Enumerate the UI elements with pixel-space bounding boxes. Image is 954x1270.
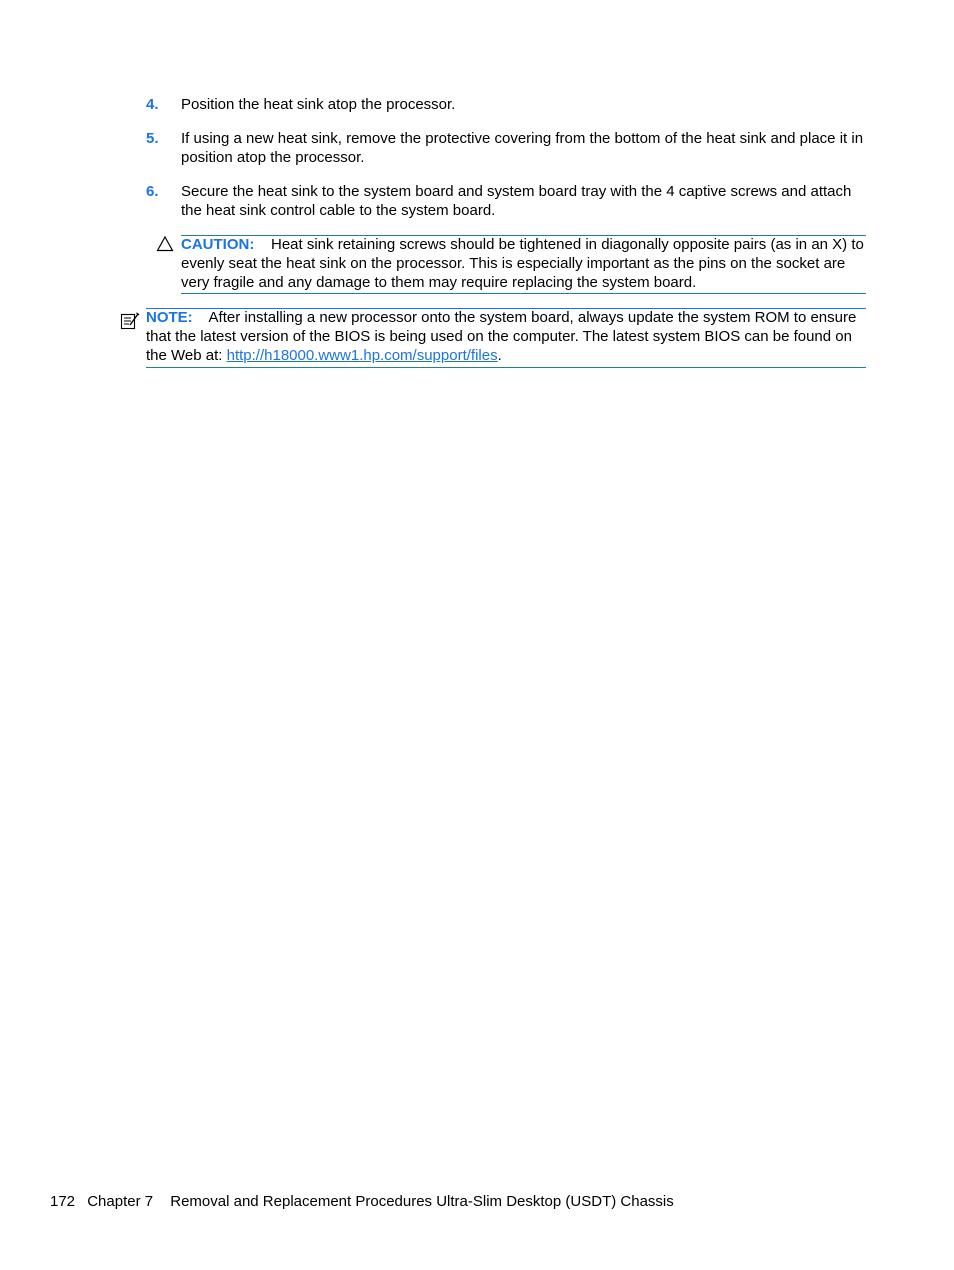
- caution-box: [146, 235, 866, 294]
- note-label: NOTE:: [146, 309, 193, 326]
- step-text: Secure the heat sink to the system board and system board tray with the 4 captive screws and attach the heat sink control cable to the system board.: [181, 183, 852, 219]
- page-number: 172: [50, 1193, 76, 1210]
- step-4: [146, 95, 866, 114]
- note-trailing: .: [497, 347, 502, 364]
- step-number: 6.: [146, 183, 159, 200]
- caution-text: [181, 235, 866, 292]
- step-number: 4.: [146, 96, 159, 113]
- note-box: [110, 308, 866, 368]
- footer-chapter: Chapter 7: [87, 1193, 154, 1210]
- note-pad-icon: [120, 311, 140, 331]
- note-text: [146, 308, 868, 365]
- support-files-link[interactable]: http://h18000.www1.hp.com/support/files: [226, 347, 498, 364]
- note-message: After installing a new processor onto the system board, always update the system ROM to ensure that the latest version of the BIOS is being used on the computer. The latest system BIOS can be found on the Web at:: [146, 309, 857, 364]
- caution-bottom-rule: [181, 293, 866, 294]
- step-text: If using a new heat sink, remove the protective covering from the bottom of the heat sink and place it in position atop the processor.: [181, 130, 864, 166]
- caution-message: Heat sink retaining screws should be tightened in diagonally opposite pairs (as in an X) to evenly seat the heat sink on the processor. This is especially important as the pins on the socket are very fragile and any damage to them may require replacing the system board.: [181, 236, 864, 291]
- step-text: Position the heat sink atop the processor.: [181, 96, 456, 113]
- footer-title: Removal and Replacement Procedures Ultra-Slim Desktop (USDT) Chassis: [170, 1193, 674, 1210]
- note-bottom-rule: [146, 367, 866, 368]
- caution-label: CAUTION:: [181, 236, 255, 253]
- step-5: [146, 129, 866, 167]
- step-6: [146, 182, 866, 220]
- step-number: 5.: [146, 130, 159, 147]
- caution-triangle-icon: [156, 235, 174, 253]
- page-footer: [50, 1192, 682, 1211]
